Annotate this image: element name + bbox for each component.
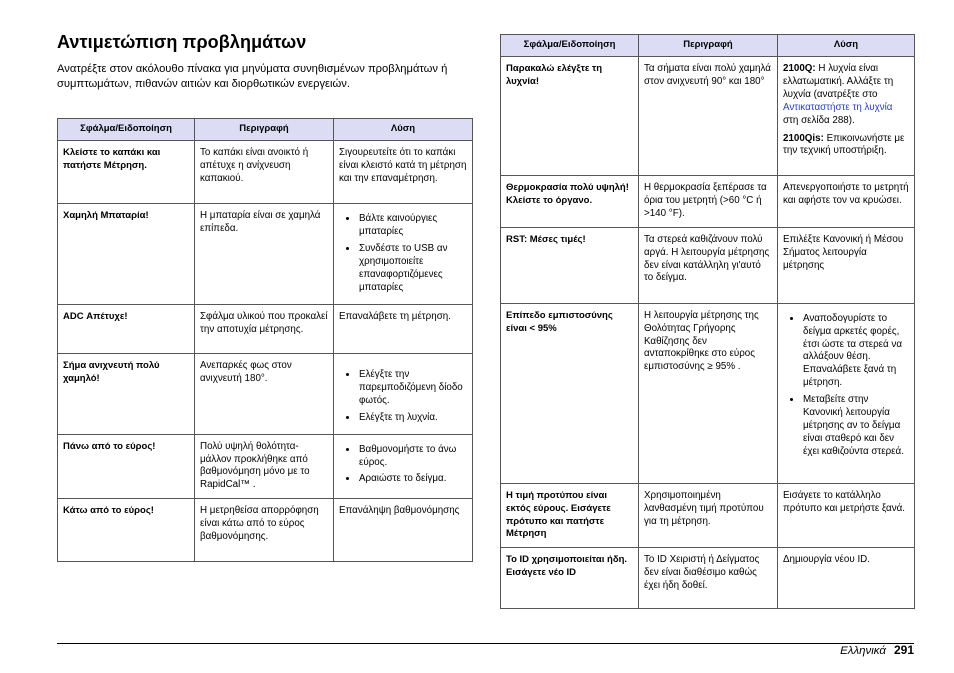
description-cell: Πολύ υψηλή θολότητα-μάλλον προκλήθηκε από βαθμονόμηση μόνο με το RapidCal™ .	[195, 434, 334, 499]
solution-cell: Απενεργοποιήστε το μετρητή και αφήστε τον να κρυώσει.	[778, 176, 915, 228]
solution-cell	[334, 204, 473, 305]
solution-paragraph	[783, 133, 909, 159]
error-cell: Πάνω από το εύρος!	[58, 434, 195, 499]
solution-text: Επικοινωνήστε με την τεχνική υποστήριξη.	[783, 132, 905, 157]
description-cell: Ανεπαρκές φως στον ανιχνευτή 180°.	[195, 354, 334, 435]
description-cell: Το καπάκι είναι ανοικτό ή απέτυχε η ανίχνευση καπακιού.	[195, 141, 334, 204]
solution-list	[783, 312, 909, 459]
table-row	[58, 141, 473, 204]
description-cell: Η λειτουργία μέτρησης της Θολότητας Γρήγορης Καθίζησης δεν ανταποκρίθηκε στο εύρος εμπιστοσύνης ≥ 95% .	[639, 303, 778, 483]
error-cell: Θερμοκρασία πολύ υψηλή! Κλείστε το όργανο.	[501, 176, 639, 228]
table-row	[58, 305, 473, 354]
page-title: Αντιμετώπιση προβλημάτων	[57, 32, 307, 52]
right-troubleshooting-table-container	[500, 34, 914, 609]
table-row	[501, 57, 915, 176]
solution-cell: Επιλέξτε Κανονική ή Μέσου Σήματος λειτουργία μέτρησης	[778, 227, 915, 303]
error-cell: Κλείστε το καπάκι και πατήστε Μέτρηση.	[58, 141, 195, 204]
solution-cell: Δημιουργία νέου ID.	[778, 548, 915, 609]
table-row	[501, 176, 915, 228]
intro-paragraph: Ανατρέξτε στον ακόλουθο πίνακα για μηνύματα συνηθισμένων προβλημάτων ή συμπτωμάτων, πιθανών αιτιών και διορθωτικών ενεργειών.	[57, 63, 448, 90]
solution-cell	[778, 57, 915, 176]
table-header-row	[501, 35, 915, 57]
header-description: Περιγραφή	[195, 119, 334, 141]
error-cell: Χαμηλή Μπαταρία!	[58, 204, 195, 305]
solution-list	[339, 443, 467, 487]
error-cell: Κάτω από το εύρος!	[58, 499, 195, 562]
model-label: 2100Qis:	[783, 132, 824, 144]
solution-list-item: • Αναποδογυρίστε το δείγμα αρκετές φορές, έτσι ώστε τα στερεά να αλλάξουν θέση. Επαναλάβετε ξανά τη μέτρηση.	[802, 312, 909, 390]
header-error: Σφάλμα/Ειδοποίηση	[501, 35, 639, 57]
header-solution: Λύση	[334, 119, 473, 141]
error-cell: RST: Μέσες τιμές!	[501, 227, 639, 303]
solution-cell	[778, 303, 915, 483]
replace-lamp-link[interactable]: Αντικαταστήστε τη λυχνία	[783, 101, 893, 113]
solution-list	[339, 368, 467, 425]
solution-list-item: • Ελέγξτε τη λυχνία.	[358, 411, 467, 425]
header-error: Σφάλμα/Ειδοποίηση	[58, 119, 195, 141]
header-description: Περιγραφή	[639, 35, 778, 57]
error-cell: Το ID χρησιμοποιείται ήδη. Εισάγετε νέο ID	[501, 548, 639, 609]
table-row	[58, 354, 473, 435]
table-row	[501, 548, 915, 609]
solution-list-item: • Συνδέστε το USB αν χρησιμοποιείτε επαναφορτιζόμενες μπαταρίες	[358, 242, 467, 295]
solution-list-item: • Ελέγξτε την παρεμποδιζόμενη δίοδο φωτός.	[358, 368, 467, 408]
solution-list	[339, 212, 467, 294]
description-cell: Η μπαταρία είναι σε χαμηλά επίπεδα.	[195, 204, 334, 305]
error-cell: ADC Απέτυχε!	[58, 305, 195, 354]
description-cell: Σφάλμα υλικού που προκαλεί την αποτυχία μέτρησης.	[195, 305, 334, 354]
page-footer	[840, 643, 914, 657]
solution-cell: Σιγουρευτείτε ότι το καπάκι είναι κλειστό κατά τη μέτρηση και την επαναμέτρηση.	[334, 141, 473, 204]
solution-cell	[334, 354, 473, 435]
solution-paragraph	[783, 63, 909, 128]
left-troubleshooting-table	[57, 118, 473, 562]
error-cell: Σήμα ανιχνευτή πολύ χαμηλό!	[58, 354, 195, 435]
description-cell: Τα σήματα είναι πολύ χαμηλά στον ανιχνευτή 90° και 180°	[639, 57, 778, 176]
footer-divider	[57, 643, 914, 644]
solution-list-item: • Βαθμονομήστε το άνω εύρος.	[358, 443, 467, 470]
solution-cell	[334, 434, 473, 499]
table-row	[501, 227, 915, 303]
table-row	[501, 483, 915, 548]
description-cell: Η θερμοκρασία ξεπέρασε τα όρια του μετρητή (>60 °C ή >140 °F).	[639, 176, 778, 228]
table-header-row	[58, 119, 473, 141]
solution-text: Η λυχνία είναι ελλατωματική. Αλλάξτε τη λυχνία (ανατρέξτε στο	[783, 63, 894, 100]
description-cell: Το ID Χειριστή ή Δείγματος δεν είναι διαθέσιμο καθώς έχει ήδη δοθεί.	[639, 548, 778, 609]
description-cell: Χρησιμοποιημένη λανθασμένη τιμή προτύπου για τη μέτρηση.	[639, 483, 778, 548]
solution-list-item: • Βάλτε καινούργιες μπαταρίες	[358, 212, 467, 239]
solution-cell: Εισάγετε το κατάλληλο πρότυπο και μετρήστε ξανά.	[778, 483, 915, 548]
error-cell: Παρακαλώ ελέγξτε τη λυχνία!	[501, 57, 639, 176]
solution-cell: Επανάληψη βαθμονόμησης	[334, 499, 473, 562]
footer-language: Ελληνικά	[840, 645, 886, 657]
left-troubleshooting-table-container	[57, 118, 472, 562]
table-row	[58, 204, 473, 305]
error-cell: Η τιμή προτύπου είναι εκτός εύρους. Εισάγετε πρότυπο και πατήστε Μέτρηση	[501, 483, 639, 548]
solution-cell: Επαναλάβετε τη μέτρηση.	[334, 305, 473, 354]
solution-text: στη σελίδα 288).	[783, 114, 855, 126]
table-row	[501, 303, 915, 483]
solution-list-item: • Αραιώστε το δείγμα.	[358, 472, 467, 486]
right-troubleshooting-table	[500, 34, 915, 609]
description-cell: Η μετρηθείσα απορρόφηση είναι κάτω από το εύρος βαθμονόμησης.	[195, 499, 334, 562]
solution-list-item: • Μεταβείτε στην Κανονική λειτουργία μέτρησης αν το δείγμα είναι σταθερό και δεν έχει καθιζούντα στερεά.	[802, 393, 909, 459]
description-cell: Τα στερεά καθιζάνουν πολύ αργά. Η λειτουργία μέτρησης δεν είναι κατάλληλη γι'αυτό το δείγμα.	[639, 227, 778, 303]
header-solution: Λύση	[778, 35, 915, 57]
model-label: 2100Q:	[783, 63, 816, 74]
table-row	[58, 434, 473, 499]
page-number: 291	[893, 643, 914, 657]
table-row	[58, 499, 473, 562]
error-cell: Επίπεδο εμπιστοσύνης είναι < 95%	[501, 303, 639, 483]
